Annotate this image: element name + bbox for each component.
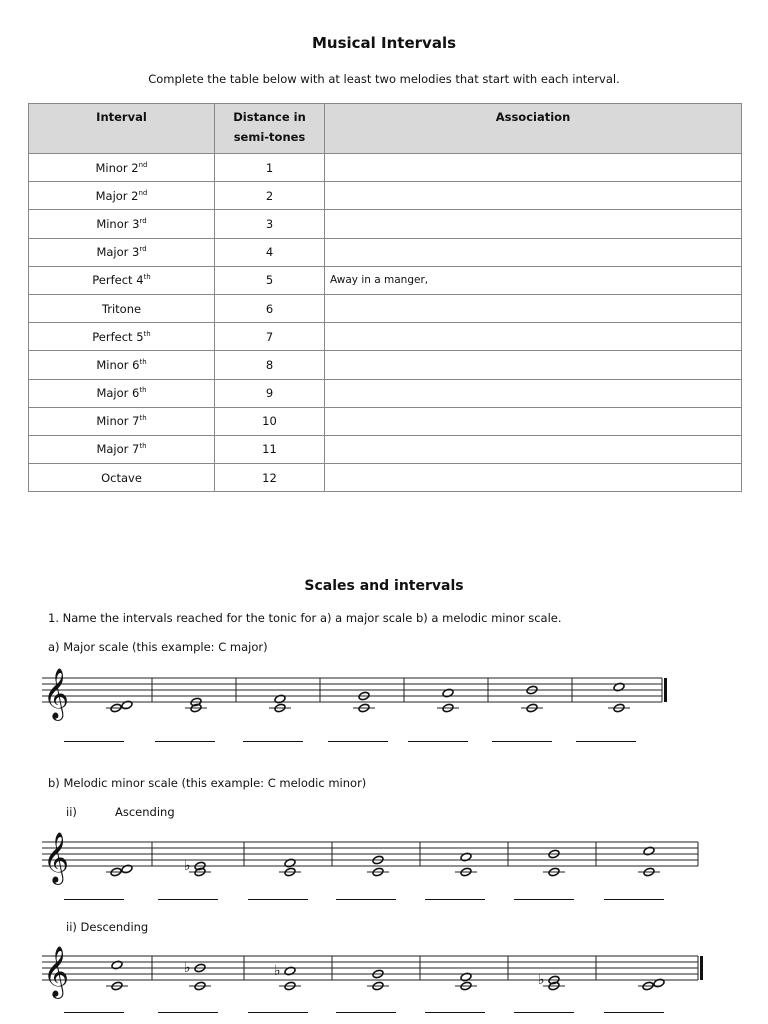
association-cell[interactable] bbox=[325, 294, 742, 322]
association-cell[interactable] bbox=[325, 154, 742, 182]
interval-name-cell: Minor 2nd bbox=[29, 154, 215, 182]
answer-blank[interactable] bbox=[492, 741, 552, 742]
association-cell[interactable] bbox=[325, 238, 742, 266]
page-title: Musical Intervals bbox=[311, 34, 457, 52]
table-row bbox=[29, 294, 742, 322]
semitones-cell: 5 bbox=[215, 266, 325, 294]
answer-blank[interactable] bbox=[514, 899, 574, 900]
ascending-label: Ascending bbox=[115, 805, 175, 819]
section-title: Scales and intervals bbox=[304, 578, 464, 594]
semitones-cell: 8 bbox=[215, 351, 325, 379]
answer-blank[interactable] bbox=[155, 741, 215, 742]
question-text: 1. Name the intervals reached for the tonic for a) a major scale b) a melodic minor scale. bbox=[48, 611, 562, 625]
answer-blank[interactable] bbox=[328, 741, 388, 742]
part-a-label: a) Major scale (this example: C major) bbox=[48, 640, 268, 654]
instruction-text: Complete the table below with at least two melodies that start with each interval. bbox=[148, 72, 620, 86]
semitones-cell: 4 bbox=[215, 238, 325, 266]
flat-icon: ♭ bbox=[184, 960, 191, 976]
answer-blank[interactable] bbox=[604, 1012, 664, 1013]
final-barline bbox=[664, 678, 667, 702]
association-cell[interactable] bbox=[325, 323, 742, 351]
intervals-table bbox=[28, 103, 742, 492]
final-barline bbox=[700, 956, 703, 980]
table-row bbox=[29, 323, 742, 351]
melodic-minor-descending-staff bbox=[0, 942, 768, 1002]
header-interval: Interval bbox=[29, 104, 215, 154]
interval-name-cell: Major 3rd bbox=[29, 238, 215, 266]
table-row bbox=[29, 266, 742, 294]
interval-name-cell: Octave bbox=[29, 464, 215, 492]
semitones-cell: 2 bbox=[215, 182, 325, 210]
table-row bbox=[29, 210, 742, 238]
answer-blank[interactable] bbox=[604, 899, 664, 900]
answer-blank[interactable] bbox=[158, 1012, 218, 1013]
answer-blank[interactable] bbox=[243, 741, 303, 742]
answer-blank[interactable] bbox=[514, 1012, 574, 1013]
answer-blank[interactable] bbox=[336, 899, 396, 900]
header-association: Association bbox=[325, 104, 742, 154]
treble-clef-icon: 𝄞 bbox=[43, 668, 70, 719]
flat-icon: ♭ bbox=[184, 858, 191, 874]
answer-blank[interactable] bbox=[408, 741, 468, 742]
semitones-cell: 10 bbox=[215, 407, 325, 435]
header-distance: Distance in semi-tones bbox=[215, 104, 325, 154]
descending-label: ii) Descending bbox=[66, 920, 149, 934]
answer-blank[interactable] bbox=[248, 899, 308, 900]
answer-blank[interactable] bbox=[248, 1012, 308, 1013]
association-cell[interactable] bbox=[325, 182, 742, 210]
melodic-minor-ascending-staff bbox=[0, 828, 768, 888]
association-cell[interactable] bbox=[325, 435, 742, 463]
table-row bbox=[29, 351, 742, 379]
ascending-number: ii) bbox=[66, 805, 77, 819]
semitones-cell: 12 bbox=[215, 464, 325, 492]
answer-blank[interactable] bbox=[425, 899, 485, 900]
answer-blank[interactable] bbox=[64, 899, 124, 900]
answer-blank[interactable] bbox=[576, 741, 636, 742]
interval-name-cell: Minor 3rd bbox=[29, 210, 215, 238]
interval-name-cell: Tritone bbox=[29, 294, 215, 322]
table-row bbox=[29, 238, 742, 266]
table-row bbox=[29, 379, 742, 407]
answer-blank[interactable] bbox=[64, 1012, 124, 1013]
association-cell[interactable] bbox=[325, 464, 742, 492]
table-row bbox=[29, 464, 742, 492]
flat-icon: ♭ bbox=[274, 963, 281, 979]
treble-clef-icon: 𝄞 bbox=[43, 832, 70, 883]
semitones-cell: 3 bbox=[215, 210, 325, 238]
table-row bbox=[29, 182, 742, 210]
association-cell[interactable]: Away in a manger, bbox=[325, 266, 742, 294]
association-cell[interactable] bbox=[325, 379, 742, 407]
answer-blank[interactable] bbox=[425, 1012, 485, 1013]
association-cell[interactable] bbox=[325, 407, 742, 435]
table-row bbox=[29, 435, 742, 463]
answer-blank[interactable] bbox=[336, 1012, 396, 1013]
semitones-cell: 1 bbox=[215, 154, 325, 182]
part-b-label: b) Melodic minor scale (this example: C melodic minor) bbox=[48, 776, 367, 790]
interval-name-cell: Minor 6th bbox=[29, 351, 215, 379]
interval-name-cell: Minor 7th bbox=[29, 407, 215, 435]
major-scale-staff bbox=[0, 664, 768, 724]
association-cell[interactable] bbox=[325, 210, 742, 238]
interval-name-cell: Perfect 4th bbox=[29, 266, 215, 294]
interval-name-cell: Perfect 5th bbox=[29, 323, 215, 351]
semitones-cell: 7 bbox=[215, 323, 325, 351]
treble-clef-icon: 𝄞 bbox=[43, 946, 70, 997]
interval-name-cell: Major 2nd bbox=[29, 182, 215, 210]
semitones-cell: 9 bbox=[215, 379, 325, 407]
semitones-cell: 6 bbox=[215, 294, 325, 322]
interval-name-cell: Major 7th bbox=[29, 435, 215, 463]
interval-name-cell: Major 6th bbox=[29, 379, 215, 407]
table-row bbox=[29, 154, 742, 182]
semitones-cell: 11 bbox=[215, 435, 325, 463]
table-row bbox=[29, 407, 742, 435]
flat-icon: ♭ bbox=[538, 972, 545, 988]
association-cell[interactable] bbox=[325, 351, 742, 379]
answer-blank[interactable] bbox=[64, 741, 124, 742]
answer-blank[interactable] bbox=[158, 899, 218, 900]
